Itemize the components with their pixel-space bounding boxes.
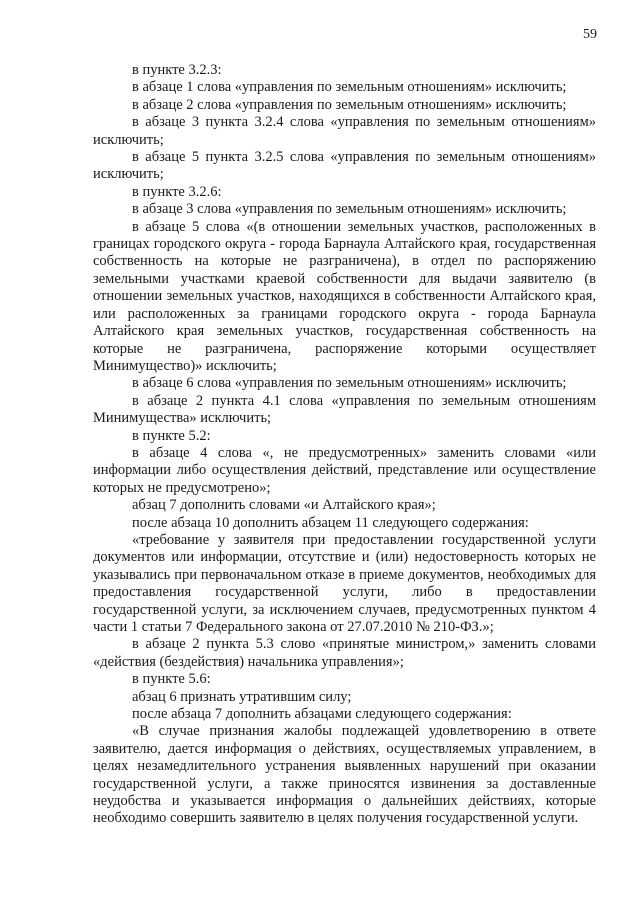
paragraph: после абзаца 10 дополнить абзацем 11 следующего содержания: — [132, 514, 529, 531]
document-body — [93, 62, 596, 828]
paragraph: в абзаце 5 слова «(в отношении земельных участков, расположенных в границах городского округа - города Барнаула Алтайского края, государственная собственность на которые не разграничена), в отдел по распоряжению земельными участками краевой собственности для выдачи заявителю (в отношении земельных участков, находящихся в собственности Алтайского края, или расположенных за границами городского округа - города Барнаула Алтайского края земельных участков, государственная собственность на которые не разграничена, распоряжение которыми осуществляет Минимущество)» исключить; — [93, 218, 596, 374]
paragraph: в пункте 5.6: — [132, 671, 211, 688]
paragraph: в абзаце 2 слова «управления по земельным отношениям» исключить; — [132, 96, 567, 113]
paragraph: в абзаце 6 слова «управления по земельным отношениям» исключить; — [132, 375, 567, 392]
page-number: 59 — [583, 27, 597, 42]
paragraph: в абзаце 1 слова «управления по земельным отношениям» исключить; — [132, 79, 567, 96]
paragraph: абзац 6 признать утратившим силу; — [132, 688, 352, 705]
paragraph: в абзаце 5 пункта 3.2.5 слова «управления по земельным отношениям» исключить; — [93, 149, 596, 183]
paragraph: «требование у заявителя при предоставлении государственной услуги документов или информации, отсутствие и (или) недостоверность которых не указывались при первоначальном отказе в приеме документов, необходимых для предоставления государственной услуги, либо в предоставлении государственной услуги, за исключением случаев, предусмотренных пунктом 4 части 1 статьи 7 Федерального закона от 27.07.2010 № 210-ФЗ.»; — [93, 531, 596, 635]
paragraph: в пункте 3.2.3: — [132, 62, 222, 78]
paragraph: в абзаце 2 пункта 4.1 слова «управления по земельным отношениям Минимущества» исключить; — [93, 392, 596, 427]
paragraph: «В случае признания жалобы подлежащей удовлетворению в ответе заявителю, дается информация о действиях, осуществляемых управлением, в целях незамедлительного устранения выявленных нарушений при оказании государственной услуги, а также приносятся извинения за доставленные неудобства и указывается информация о дальнейших действиях, которые необходимо совершить заявителю в целях получения государственной услуги. — [93, 723, 596, 827]
paragraph: в абзаце 4 слова «, не предусмотренных» заменить словами «или информации либо осуществления действий, представление или осуществление которых не предусмотрено»; — [93, 444, 596, 496]
paragraph: абзац 7 дополнить словами «и Алтайского края»; — [132, 497, 436, 514]
paragraph: после абзаца 7 дополнить абзацами следующего содержания: — [132, 706, 512, 723]
paragraph: в пункте 5.2: — [132, 427, 211, 444]
paragraph: в абзаце 2 пункта 5.3 слово «принятые министром,» заменить словами «действия (бездействия) начальника управления»; — [93, 636, 596, 670]
paragraph: в абзаце 3 пункта 3.2.4 слова «управления по земельным отношениям» исключить; — [93, 114, 596, 148]
paragraph: в абзаце 3 слова «управления по земельным отношениям» исключить; — [132, 201, 567, 218]
paragraph: в пункте 3.2.6: — [132, 183, 222, 200]
